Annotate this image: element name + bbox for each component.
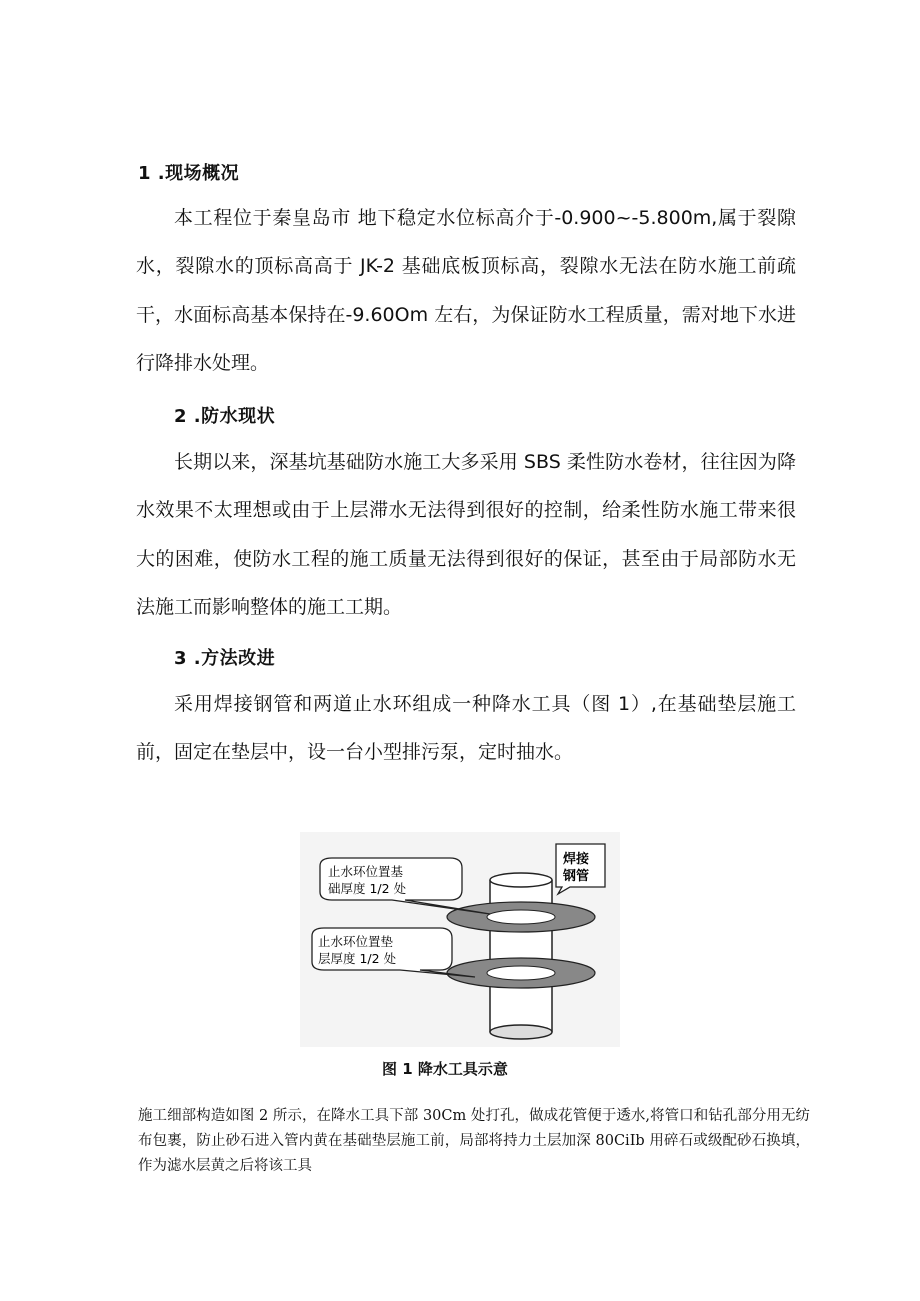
pipe-label-line2: 钢管 <box>563 869 590 884</box>
welded-steel-pipe <box>490 873 552 1039</box>
section-2-body: 长期以来，深基坑基础防水施工大多采用 SBS 柔性防水卷材，往往因为降水效果不太理想或由于上层滞水无法得到很好的控制，给柔性防水施工带来很大的困难，使防水工程的施工质量无法得到很好的保证，甚至由于局部防水无法施工而影响整体的施工工期。 <box>136 451 796 618</box>
callout-pipe <box>556 844 605 894</box>
figure-caption: 图 1 降水工具示意 <box>382 1060 508 1078</box>
top-ring-label-line2: 础厚度 1/2 处 <box>328 881 407 896</box>
water-stop-ring-bottom <box>447 958 595 988</box>
pipe-label-line1: 焊接 <box>563 852 590 867</box>
section-3-heading: 3 .方法改进 <box>174 648 276 669</box>
section-2-heading: 2 .防水现状 <box>174 406 276 427</box>
footer-paragraph: 施工细部构造如图 2 所示，在降水工具下部 30Cm 处打孔，做成花管便于透水,将管口和钻孔部分用无纺布包裹，防止砂石进入管内黄在基础垫层施工前，局部将持力土层加深 80CiIb 用碎石或级配砂石换填，作为滤水层黄之后将该工具 <box>138 1108 810 1174</box>
bottom-ring-label-line1: 止水环位置垫 <box>318 934 394 949</box>
bottom-ring-label-line2: 层厚度 1/2 处 <box>318 951 397 966</box>
section-1-body: 本工程位于秦皇岛市 地下稳定水位标高介于-0.900~-5.800m,属于裂隙水，裂隙水的顶标高高于 JK-2 基础底板顶标高，裂隙水无法在防水施工前疏干，水面标高基本保持在-9.60Om 左右，为保证防水工程质量，需对地下水进行降排水处理。 <box>136 207 796 374</box>
section-3-body: 采用焊接钢管和两道止水环组成一种降水工具（图 1）,在基础垫层施工前，固定在垫层中，设一台小型排污泵，定时抽水。 <box>136 693 796 764</box>
top-ring-label-line1: 止水环位置基 <box>328 864 404 879</box>
water-stop-ring-top <box>447 902 595 932</box>
section-1-heading: 1 .现场概况 <box>138 163 240 184</box>
dewatering-tool-diagram <box>300 832 620 1047</box>
